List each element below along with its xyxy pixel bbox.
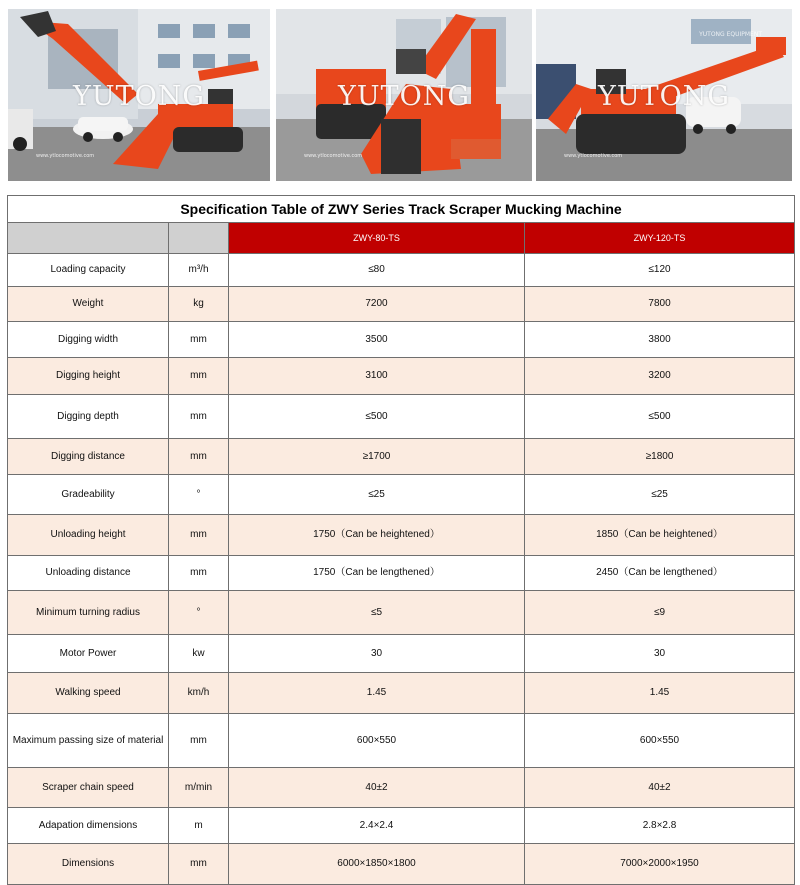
website-watermark: www.ytlocomotive.com [36, 153, 95, 159]
table-row [8, 358, 795, 395]
zwy-80-ts-value-cell: ≤80 [229, 254, 525, 287]
unit-cell: mm [169, 515, 229, 556]
zwy-120-ts-value-cell: ≤25 [525, 475, 795, 515]
parameter-name-cell: Maximum passing size of material [8, 714, 169, 768]
table-row [8, 635, 795, 673]
unit-cell: m [169, 808, 229, 844]
table-body [8, 254, 795, 885]
table-row [8, 395, 795, 439]
unit-cell: mm [169, 556, 229, 591]
unit-cell: kw [169, 635, 229, 673]
parameter-name-cell: Unloading distance [8, 556, 169, 591]
table-row [8, 591, 795, 635]
zwy-120-ts-value-cell: 7000×2000×1950 [525, 844, 795, 885]
zwy-80-ts-value-cell: 3500 [229, 322, 525, 358]
zwy-80-ts-value-cell: 1750（Can be heightened） [229, 515, 525, 556]
product-photo-strip [0, 0, 800, 195]
unit-cell: mm [169, 439, 229, 475]
unit-cell: ° [169, 475, 229, 515]
zwy-80-ts-value-cell: 3100 [229, 358, 525, 395]
unit-cell: m³/h [169, 254, 229, 287]
parameter-name-cell: Digging depth [8, 395, 169, 439]
machine-photo-loading-view [536, 9, 792, 181]
unit-cell: mm [169, 714, 229, 768]
table-title-row [8, 196, 795, 223]
table-row [8, 844, 795, 885]
table-row [8, 808, 795, 844]
yutong-watermark: YUTONG [598, 81, 730, 112]
parameter-name-cell: Scraper chain speed [8, 768, 169, 808]
zwy-120-ts-value-cell: 3800 [525, 322, 795, 358]
zwy-120-ts-value-cell: 1850（Can be heightened） [525, 515, 795, 556]
zwy-80-ts-value-cell: 2.4×2.4 [229, 808, 525, 844]
equipment-watermark: YUTONG EQUIPMENT [699, 31, 762, 38]
parameter-name-cell: Motor Power [8, 635, 169, 673]
zwy-80-ts-value-cell: ≤500 [229, 395, 525, 439]
table-row [8, 673, 795, 714]
table-title: Specification Table of ZWY Series Track Scraper Mucking Machine [8, 196, 795, 223]
website-watermark: www.ytlocomotive.com [564, 153, 623, 159]
unit-cell: mm [169, 844, 229, 885]
parameter-name-cell: Adapation dimensions [8, 808, 169, 844]
parameter-name-cell: Unloading height [8, 515, 169, 556]
parameter-name-cell: Weight [8, 287, 169, 322]
unit-cell: mm [169, 358, 229, 395]
header-model-zwy-80-ts: ZWY-80-TS [229, 223, 525, 254]
zwy-120-ts-value-cell: 2450（Can be lengthened） [525, 556, 795, 591]
unit-cell: ° [169, 591, 229, 635]
zwy-120-ts-value-cell: 2.8×2.8 [525, 808, 795, 844]
zwy-120-ts-value-cell: ≤9 [525, 591, 795, 635]
parameter-name-cell: Digging width [8, 322, 169, 358]
unit-cell: mm [169, 322, 229, 358]
header-unit-cell [169, 223, 229, 254]
zwy-80-ts-value-cell: 40±2 [229, 768, 525, 808]
parameter-name-cell: Dimensions [8, 844, 169, 885]
parameter-name-cell: Digging distance [8, 439, 169, 475]
parameter-name-cell: Gradeability [8, 475, 169, 515]
zwy-120-ts-value-cell: 600×550 [525, 714, 795, 768]
header-parameter-cell [8, 223, 169, 254]
zwy-80-ts-value-cell: ≥1700 [229, 439, 525, 475]
unit-cell: m/min [169, 768, 229, 808]
zwy-120-ts-value-cell: ≤120 [525, 254, 795, 287]
zwy-80-ts-value-cell: ≤25 [229, 475, 525, 515]
specification-table [7, 195, 795, 885]
website-watermark: www.ytlocomotive.com [304, 153, 363, 159]
table-row [8, 515, 795, 556]
zwy-120-ts-value-cell: 1.45 [525, 673, 795, 714]
parameter-name-cell: Minimum turning radius [8, 591, 169, 635]
zwy-120-ts-value-cell: ≥1800 [525, 439, 795, 475]
zwy-80-ts-value-cell: 30 [229, 635, 525, 673]
zwy-80-ts-value-cell: 6000×1850×1800 [229, 844, 525, 885]
parameter-name-cell: Loading capacity [8, 254, 169, 287]
zwy-120-ts-value-cell: 40±2 [525, 768, 795, 808]
zwy-120-ts-value-cell: 3200 [525, 358, 795, 395]
zwy-80-ts-value-cell: 600×550 [229, 714, 525, 768]
parameter-name-cell: Digging height [8, 358, 169, 395]
table-row [8, 475, 795, 515]
zwy-80-ts-value-cell: 1.45 [229, 673, 525, 714]
zwy-120-ts-value-cell: ≤500 [525, 395, 795, 439]
table-row [8, 768, 795, 808]
unit-cell: km/h [169, 673, 229, 714]
yutong-watermark: YUTONG [73, 81, 205, 112]
zwy-120-ts-value-cell: 7800 [525, 287, 795, 322]
unit-cell: mm [169, 395, 229, 439]
unit-cell: kg [169, 287, 229, 322]
zwy-80-ts-value-cell: 1750（Can be lengthened） [229, 556, 525, 591]
yutong-watermark: YUTONG [338, 81, 470, 112]
zwy-80-ts-value-cell: 7200 [229, 287, 525, 322]
zwy-120-ts-value-cell: 30 [525, 635, 795, 673]
parameter-name-cell: Walking speed [8, 673, 169, 714]
table-row [8, 556, 795, 591]
table-row [8, 287, 795, 322]
table-row [8, 714, 795, 768]
machine-photo-front-view [276, 9, 532, 181]
table-row [8, 322, 795, 358]
header-model-zwy-120-ts: ZWY-120-TS [525, 223, 795, 254]
table-row [8, 254, 795, 287]
zwy-80-ts-value-cell: ≤5 [229, 591, 525, 635]
table-row [8, 439, 795, 475]
table-header-row [8, 223, 795, 254]
machine-photo-side-view [8, 9, 270, 181]
